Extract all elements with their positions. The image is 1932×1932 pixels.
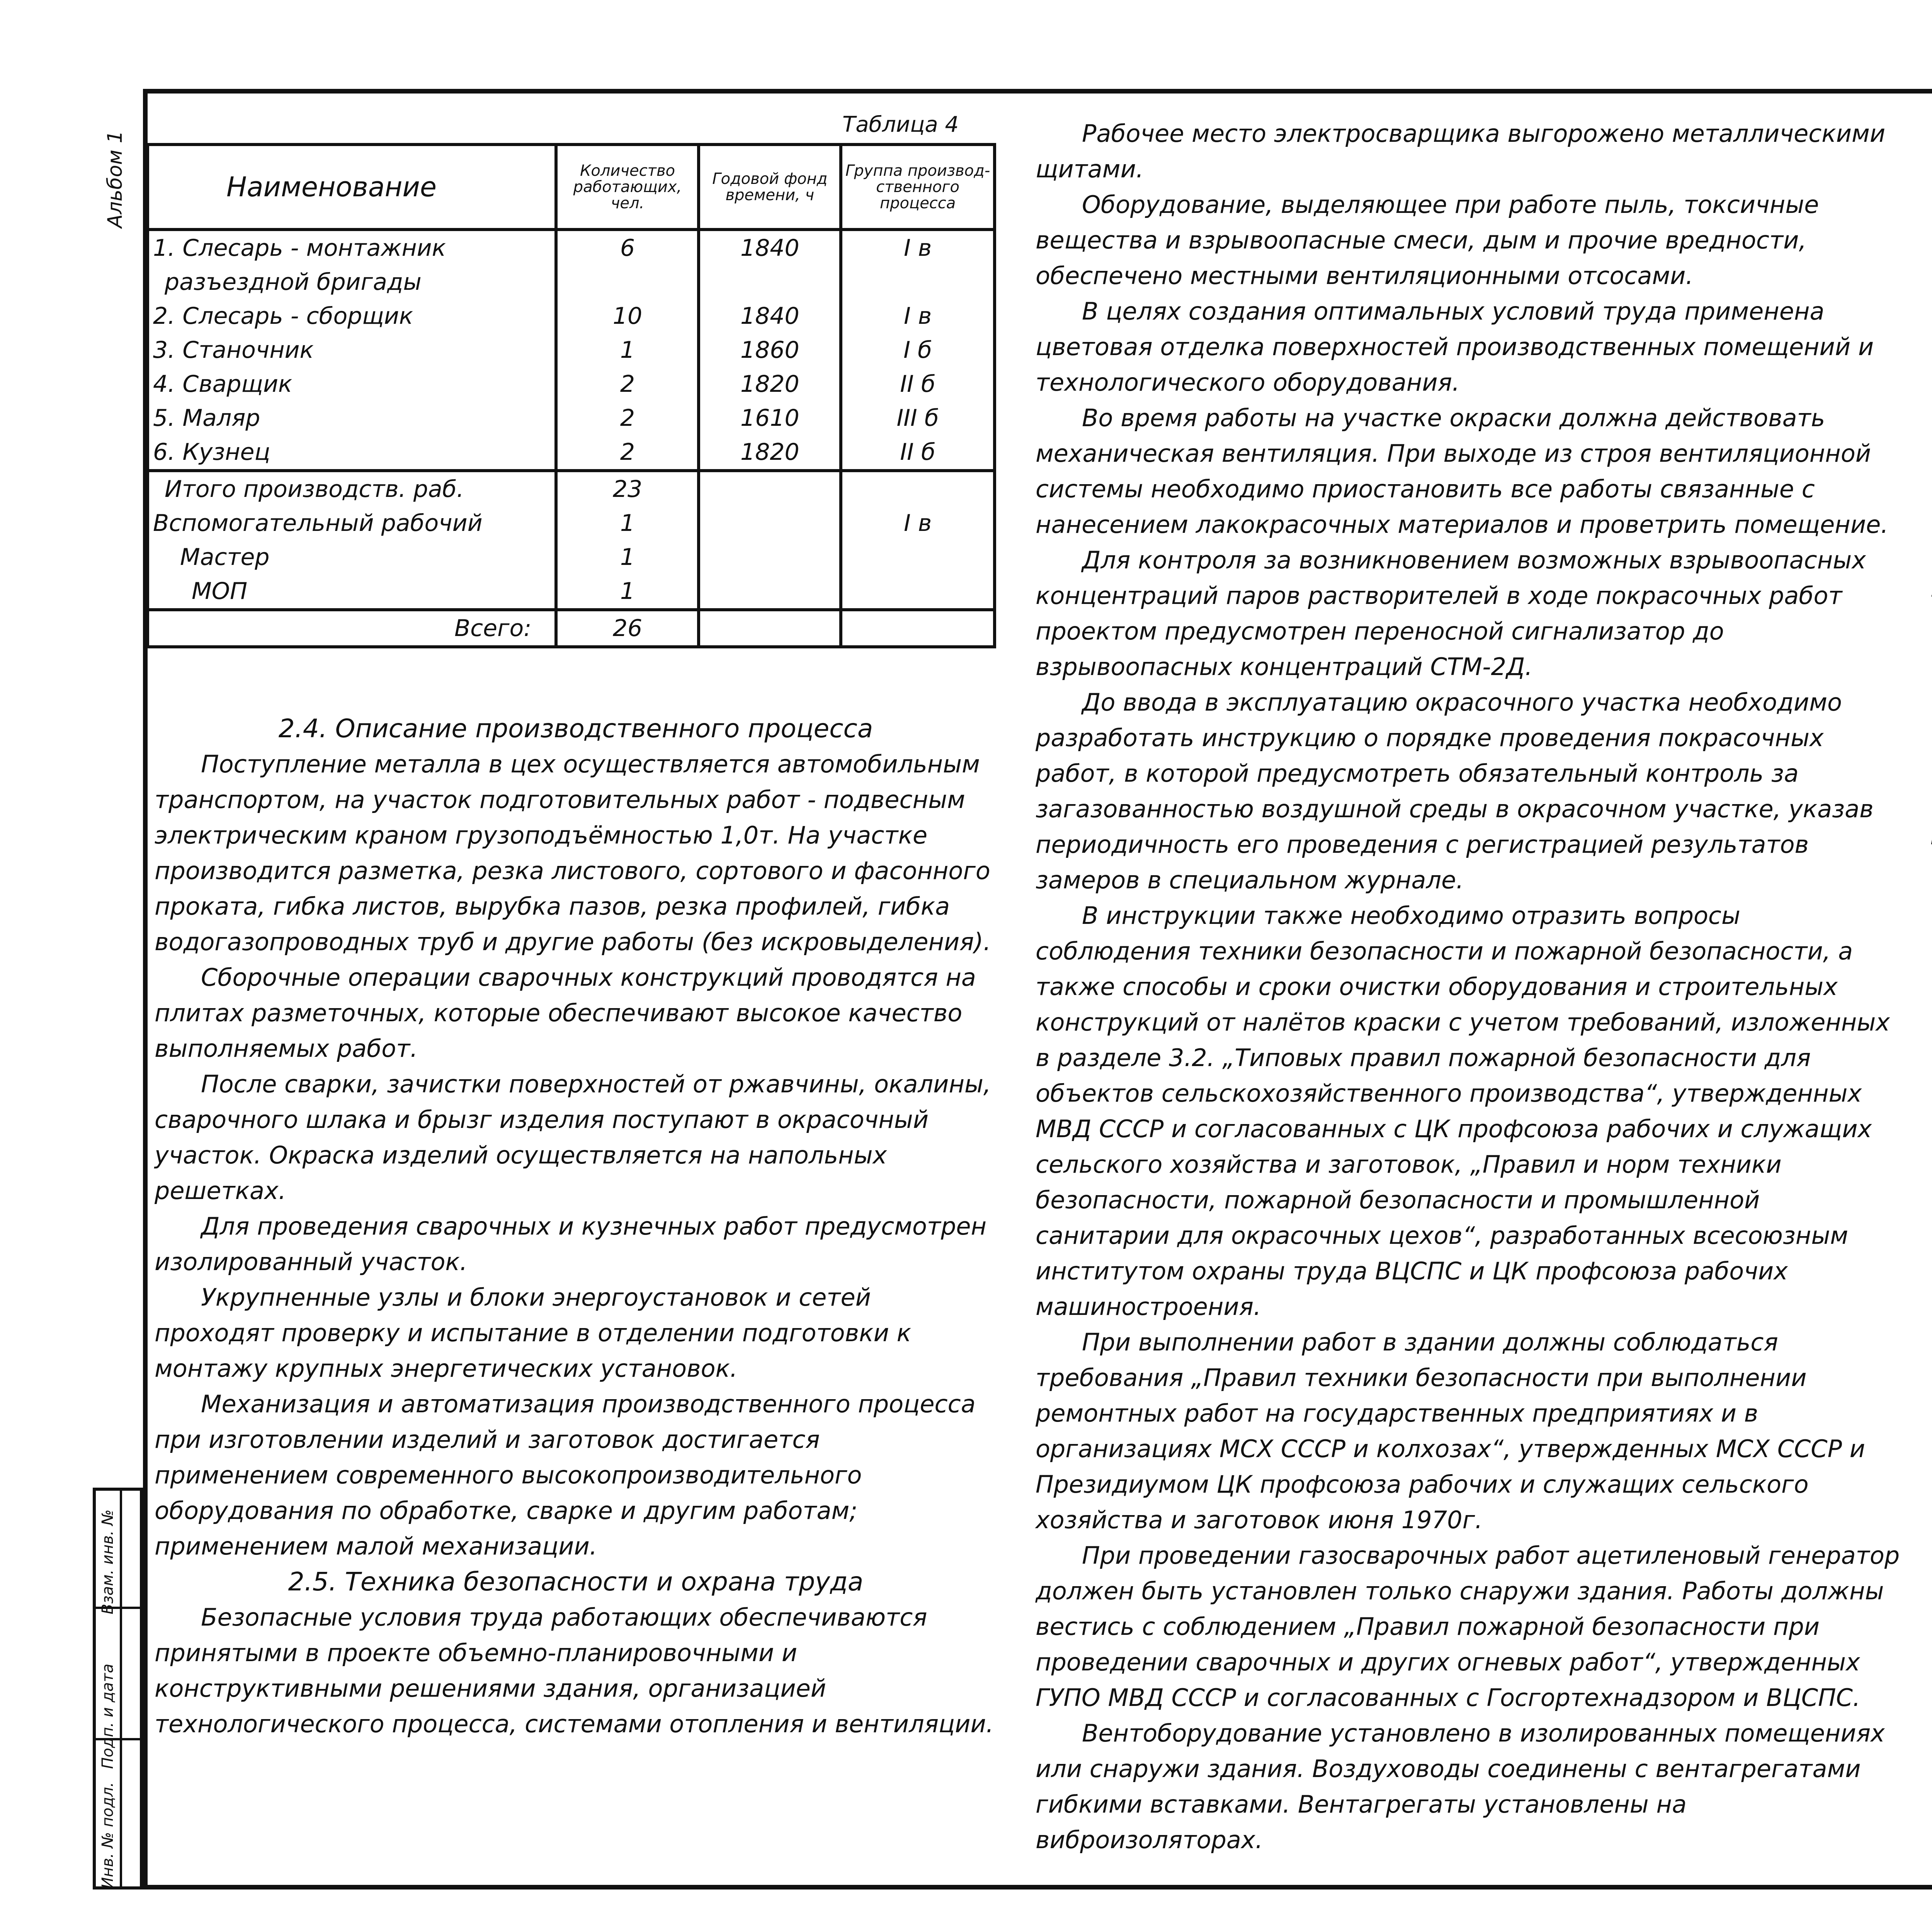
paragraph: Для проведения сварочных и кузнечных работ предусмотрен изолированный участок. xyxy=(155,1212,987,1276)
row-hours: 1840 xyxy=(699,299,841,333)
row-name: Вспомогательный рабочий xyxy=(148,506,556,540)
table-caption: Таблица 4 xyxy=(842,112,959,137)
row-group: II б xyxy=(841,435,995,471)
row-qty: 2 xyxy=(556,367,699,401)
table-header-qty: Количество работающих, чел. xyxy=(556,145,699,230)
table-row xyxy=(148,540,995,574)
total-qty: 26 xyxy=(556,610,699,647)
row-group: II б xyxy=(841,367,995,401)
row-hours: 1820 xyxy=(699,367,841,401)
row-name: 3. Станочник xyxy=(148,333,556,367)
table-header-group: Группа производ-ственного процесса xyxy=(841,145,995,230)
row-qty: 23 xyxy=(556,471,699,506)
paragraph: Во время работы на участке окраски должна действовать механическая вентиляция. При выходе из строя вентиляционной системы необходимо приостановить все работы связанные с нанесением лакокрасочных материалов и проветрить помещение. xyxy=(1036,404,1888,539)
row-hours: 1840 xyxy=(699,230,841,265)
row-hours: 1610 xyxy=(699,401,841,435)
row-hours xyxy=(699,540,841,574)
row-group: I в xyxy=(841,230,995,265)
paragraph: Безопасные условия труда работающих обеспечиваются принятыми в проекте объемно-планировочными и конструктивными решениями здания, организацией технологического процесса, системами отопления и вентиляции. xyxy=(155,1603,994,1738)
row-qty: 1 xyxy=(556,574,699,610)
row-qty xyxy=(556,265,699,299)
paragraph: Для контроля за возникновением возможных взрывоопасных концентраций паров растворителей в ходе покрасочных работ проектом предусмотрен переносной сигнализатор до взрывоопасных концентраций СТМ-2Д. xyxy=(1036,546,1866,681)
paragraph: При выполнении работ в здании должны соблюдаться требования „Правил техники безопасности при выполнении ремонтных работ на государственных предприятиях и в организациях МСХ СССР и колхозах“, утвержденных МСХ СССР и Президиумом ЦК профсоюза рабочих и служащих сельского хозяйства и заготовок июня 1970г. xyxy=(1036,1328,1865,1534)
row-name: разъездной бригады xyxy=(148,265,556,299)
table-row xyxy=(148,471,995,506)
paragraph: Поступление металла в цех осуществляется автомобильным транспортом, на участок подготовительных работ - подвесным электрическим краном грузоподъёмностью 1,0т. На участке производится разметка, резка листового, сортового и фасонного проката, гибка листов, вырубка пазов, резка профилей, гибка водогазопроводных труб и другие работы (без искровыделения). xyxy=(155,750,991,956)
table-total-row xyxy=(148,610,995,647)
total-label: Всего: xyxy=(148,610,556,647)
row-name: 2. Слесарь - сборщик xyxy=(148,299,556,333)
row-hours xyxy=(699,574,841,610)
row-group: I в xyxy=(841,506,995,540)
table-header-hours: Годовой фонд времени, ч xyxy=(699,145,841,230)
row-qty: 1 xyxy=(556,506,699,540)
row-group xyxy=(841,574,995,610)
row-name: 4. Сварщик xyxy=(148,367,556,401)
table-header-name: Наименование xyxy=(148,145,556,230)
paragraph: При проведении газосварочных работ ацетиленовый генератор должен быть установлен только снаружи здания. Работы должны вестись с соблюдением „Правил пожарной безопасности при проведении сварочных и других огневых работ“, утвержденных ГУПО МВД СССР и согласованных с Госгортехнадзором и ВЦСПС. xyxy=(1036,1541,1900,1712)
paragraph: Механизация и автоматизация производственного процесса при изготовлении изделий и заготовок достигается применением современного высокопроизводительного оборудования по обработке, сварке и другим работам; применением малой механизации. xyxy=(155,1390,976,1560)
row-group xyxy=(841,471,995,506)
row-name: МОП xyxy=(148,574,556,610)
workers-table xyxy=(146,143,996,648)
table-row xyxy=(148,230,995,265)
row-qty: 1 xyxy=(556,333,699,367)
row-hours xyxy=(699,471,841,506)
row-name: Итого производств. раб. xyxy=(148,471,556,506)
section-heading: 2.5. Техника безопасности и охрана труда xyxy=(288,1567,864,1597)
paragraph: В целях создания оптимальных условий труда применена цветовая отделка поверхностей производственных помещений и технологического оборудования. xyxy=(1036,297,1874,396)
paragraph: Укрупненные узлы и блоки энергоустановок и сетей проходят проверку и испытание в отделении подготовки к монтажу крупных энергетических установок. xyxy=(155,1283,912,1383)
row-qty: 1 xyxy=(556,540,699,574)
table-row xyxy=(148,401,995,435)
table-row xyxy=(148,435,995,471)
paragraph: После сварки, зачистки поверхностей от ржавчины, окалины, сварочного шлака и брызг изделия поступают в окрасочный участок. Окраска изделий осуществляется на напольных решетках. xyxy=(155,1070,991,1205)
table-row xyxy=(148,333,995,367)
row-hours xyxy=(699,265,841,299)
row-qty: 10 xyxy=(556,299,699,333)
row-qty: 2 xyxy=(556,401,699,435)
row-group xyxy=(841,540,995,574)
row-name: 5. Маляр xyxy=(148,401,556,435)
table-row xyxy=(148,367,995,401)
row-qty: 6 xyxy=(556,230,699,265)
paragraph: В инструкции также необходимо отразить вопросы соблюдения техники безопасности и пожарной безопасности, а также способы и сроки очистки оборудования и строительных конструкций от налётов краски с учетом требований, изложенных в разделе 3.2. „Типовых правил пожарной безопасности для объектов сельскохозяйственного производства“, утвержденных МВД СССР и согласованных с ЦК профсоюза рабочих и служащих сельского хозяйства и заготовок, „Правил и норм техники безопасности, пожарной безопасности и промышленной санитарии для окрасочных цехов“, разработанных всесоюзным институтом охраны труда ВЦСПС и ЦК профсоюза рабочих машиностроения. xyxy=(1036,901,1890,1321)
row-name: 1. Слесарь - монтажник xyxy=(148,230,556,265)
paragraph: Оборудование, выделяющее при работе пыль, токсичные вещества и взрывоопасные смеси, дым и прочие вредности, обеспечено местными вентиляционными отсосами. xyxy=(1036,190,1819,290)
strip-label-replace: Взам. инв. № xyxy=(99,1509,117,1614)
paragraph: Рабочее место электросварщика выгорожено металлическими щитами. xyxy=(1036,119,1886,183)
table-row xyxy=(148,506,995,540)
text-column-1 xyxy=(155,711,997,1742)
section-heading: 2.4. Описание производственного процесса xyxy=(278,714,873,743)
table-row xyxy=(148,299,995,333)
left-stamp-strip xyxy=(93,1488,143,1889)
row-group xyxy=(841,265,995,299)
table-row xyxy=(148,265,995,299)
row-name: Мастер xyxy=(148,540,556,574)
strip-label-sign: Подп. и дата xyxy=(99,1663,117,1769)
row-hours xyxy=(699,506,841,540)
row-group: I б xyxy=(841,333,995,367)
table-row xyxy=(148,574,995,610)
row-group: I в xyxy=(841,299,995,333)
row-hours: 1820 xyxy=(699,435,841,471)
text-column-2 xyxy=(1036,116,1901,1858)
paragraph: До ввода в эксплуатацию окрасочного участка необходимо разработать инструкцию о порядке проведения покрасочных работ, в которой предусмотреть обязательный контроль за загазованностью воздушной среды в окрасочном участке, указав периодичность его проведения с регистрацией результатов замеров в специальном журнале. xyxy=(1036,688,1874,894)
paragraph: Сборочные операции сварочных конструкций проводятся на плитах разметочных, которые обеспечивают высокое качество выполняемых работ. xyxy=(155,963,976,1063)
row-qty: 2 xyxy=(556,435,699,471)
strip-label-inv: Инв. № подл. xyxy=(99,1782,117,1889)
row-hours: 1860 xyxy=(699,333,841,367)
album-label: Альбом 1 xyxy=(104,130,127,228)
row-name: 6. Кузнец xyxy=(148,435,556,471)
row-group: III б xyxy=(841,401,995,435)
paragraph: Вентоборудование установлено в изолированных помещениях или снаружи здания. Воздуховоды соединены с вентагрегатами гибкими вставками. Вентагрегаты установлены на виброизоляторах. xyxy=(1036,1719,1885,1854)
